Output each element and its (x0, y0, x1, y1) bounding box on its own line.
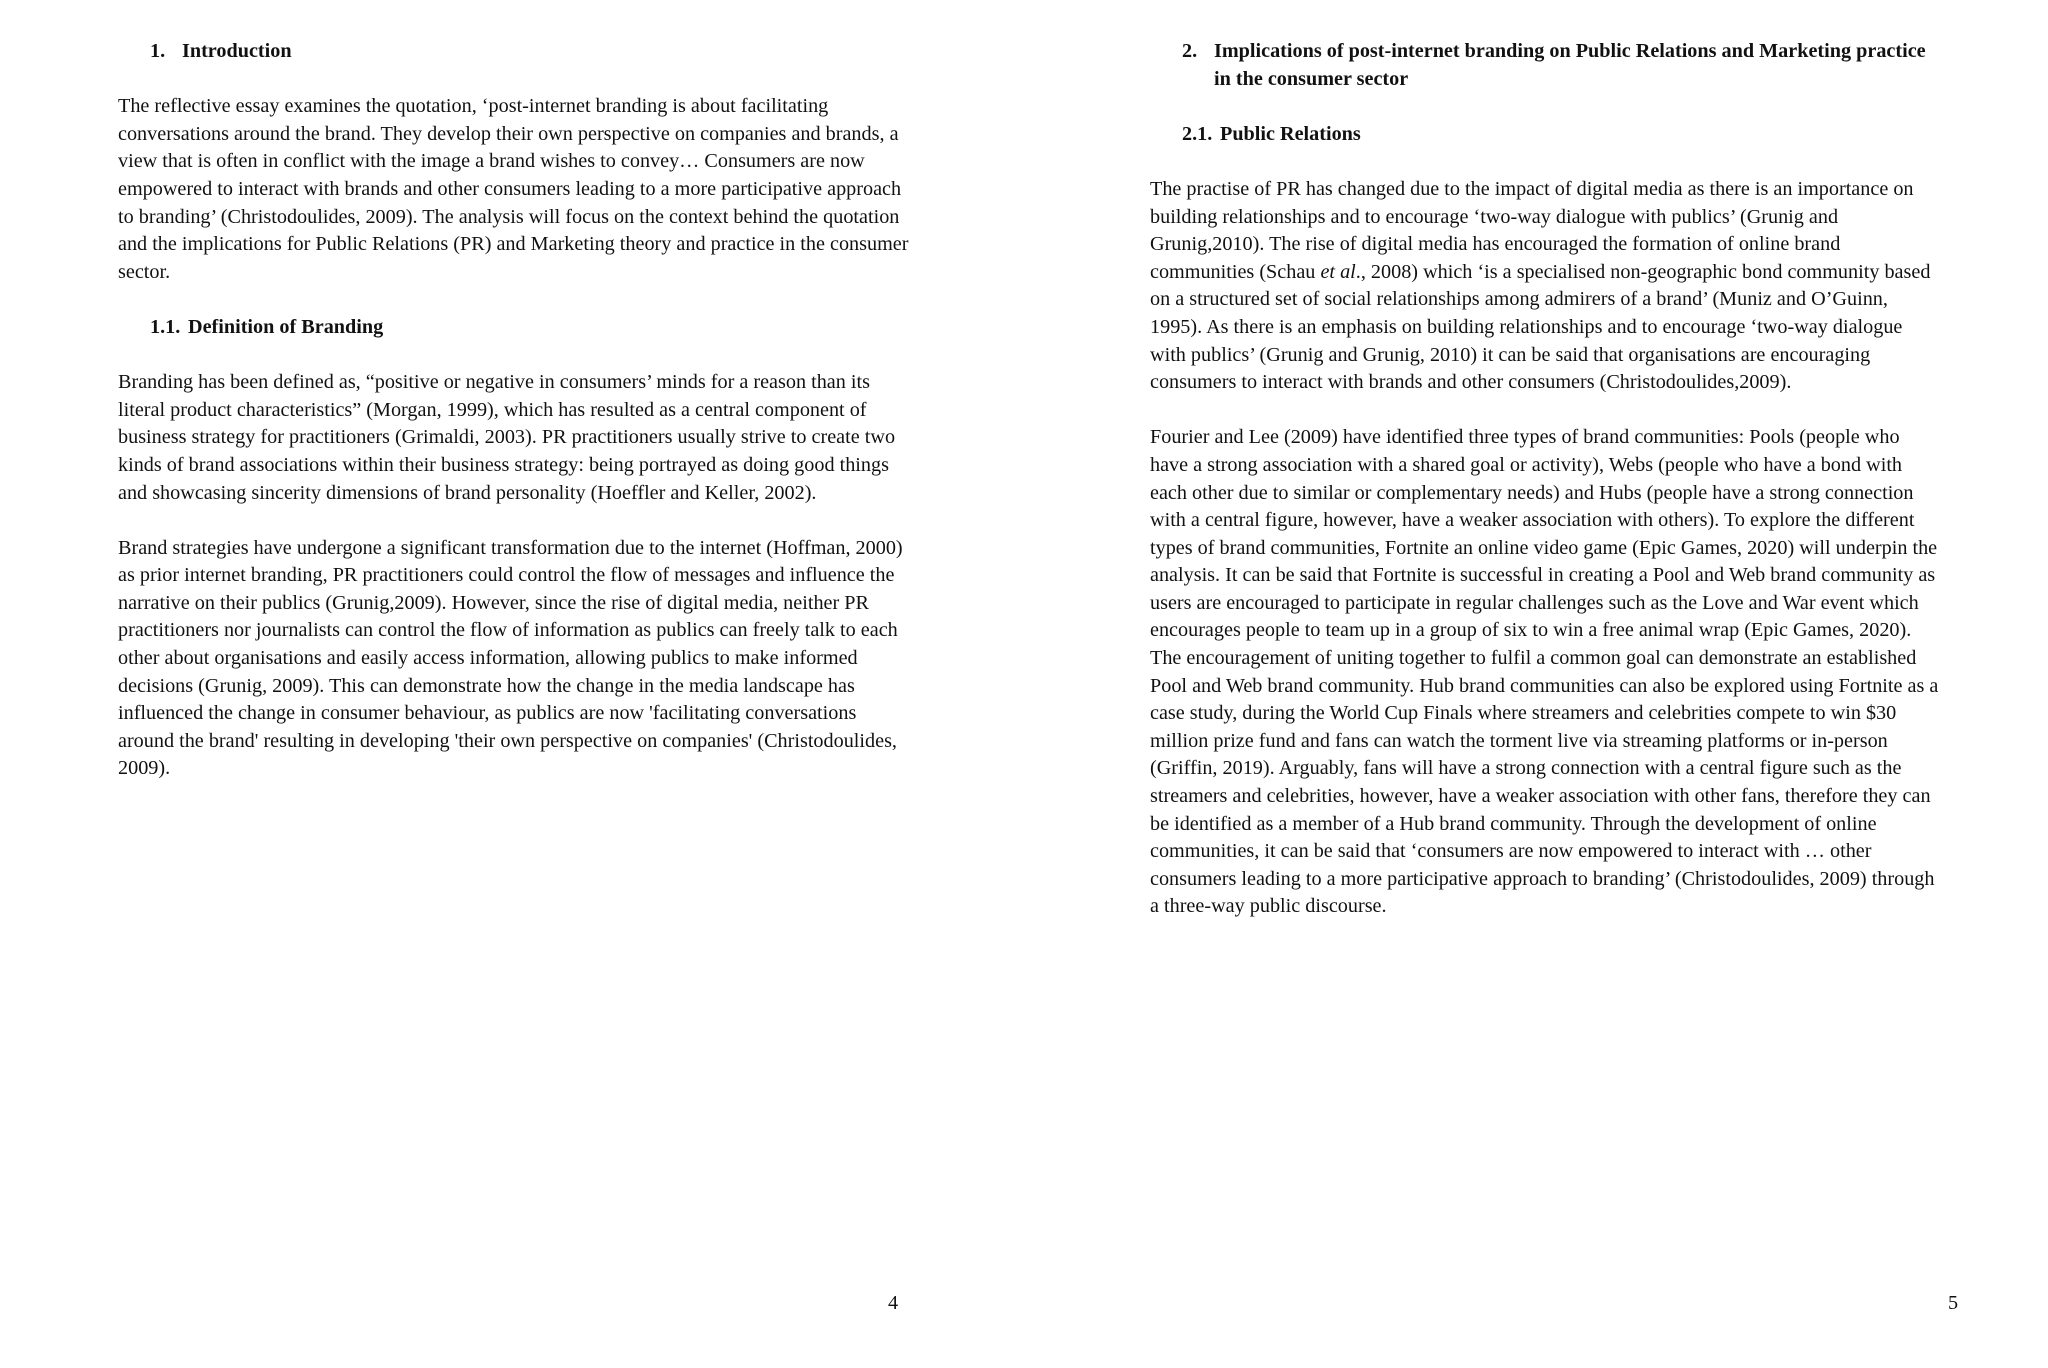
brand-strategies-paragraph: Brand strategies have undergone a significant transformation due to the internet (Hoffman, 2000) as prior internet branding, PR practitioners could control the flow of messages and influence the narrative on their publics (Grunig,2009). However, since the rise of digital media, neither PR practitioners nor journalists can control the flow of information as publics can freely talk to each other about organisations and easily access information, allowing publics to make informed decisions (Grunig, 2009). This can demonstrate how the change in the media landscape has influenced the change in consumer behaviour, as publics are now 'facilitating conversations around the brand' resulting in developing 'their own perspective on companies' (Christodoulides, 2009). (118, 536, 903, 780)
section-1-1-number: 1.1. (150, 315, 181, 338)
section-1-1-title: Definition of Branding (188, 315, 384, 338)
section-2-1-title: Public Relations (1220, 122, 1361, 145)
page-number: 5 (1948, 1292, 1959, 1314)
page-number: 4 (888, 1292, 899, 1314)
section-1-heading (118, 38, 910, 66)
section-2-1-number: 2.1. (1182, 122, 1213, 145)
section-2-title: Implications of post-internet branding on Public Relations and Marketing practice in the consumer sector (1214, 40, 1926, 90)
section-2-heading (1150, 38, 1942, 93)
section-1-title: Introduction (182, 40, 292, 62)
section-1-number: 1. (150, 40, 166, 62)
brand-communities-paragraph: Fourier and Lee (2009) have identified three types of brand communities: Pools (people who have a strong association with a shared goal or activity), Webs (people who have a bond with each other due to similar or complementary needs) and Hubs (people have a strong connection with a central figure, however, have a weaker association with others). To explore the different types of brand communities, Fortnite an online video game (Epic Games, 2020) will underpin the analysis. It can be said that Fortnite is successful in creating a Pool and Web brand community as users are encouraged to participate in regular challenges such as the Love and War event which encourages people to team up in a group of six to win a free animal wrap (Epic Games, 2020). The encouragement of uniting together to fulfil a common goal can demonstrate an established Pool and Web brand community. Hub brand communities can also be explored using Fortnite as a case study, during the World Cup Finals where streamers and celebrities compete to win $30 million prize fund and fans can watch the torment live via streaming platforms or in-person (Griffin, 2019). Arguably, fans will have a strong connection with a central figure such as the streamers and celebrities, however, have a weaker association with other fans, therefore they can be identified as a member of a Hub brand community. Through the development of online communities, it can be said that ‘consumers are now empowered to interact with … other consumers leading to a more participative approach to branding’ (Christodoulides, 2009) through a three-way public discourse. (1150, 426, 1939, 918)
left-page-content (118, 38, 910, 783)
section-2-number: 2. (1182, 40, 1198, 62)
section-1-1-heading (118, 314, 910, 342)
section-2-1-heading (1150, 121, 1942, 149)
et-al-italic: et al (1320, 260, 1356, 283)
pr-practice-paragraph: The practise of PR has changed due to the impact of digital media as there is an importance on building relationships and to encourage ‘two-way dialogue with publics’ (Grunig and Grunig,2010). The rise of digital media has encouraged the formation of online brand communities (Schau et al., 2008) which ‘is a specialised non-geographic bond community based on a structured set of social relationships among admirers of a brand’ (Muniz and O’Guinn, 1995). As there is an emphasis on building relationships and to encourage ‘two-way dialogue with publics’ (Grunig and Grunig, 2010) it can be said that organisations are encouraging consumers to interact with brands and other consumers (Christodoulides,2009). (1150, 177, 1931, 394)
introduction-paragraph: The reflective essay examines the quotation, ‘post-internet branding is about facilitating conversations around the brand. They develop their own perspective on companies and brands, a view that is often in conflict with the image a brand wishes to convey… Consumers are now empowered to interact with brands and other consumers leading to a more participative approach to branding’ (Christodoulides, 2009). The analysis will focus on the context behind the quotation and the implications for Public Relations (PR) and Marketing theory and practice in the consumer sector. (118, 95, 909, 283)
right-page (1024, 0, 2048, 1368)
branding-definition-paragraph: Branding has been defined as, “positive or negative in consumers’ minds for a reason than its literal product characteristics” (Morgan, 1999), which has resulted as a central component of business strategy for practitioners (Grimaldi, 2003). PR practitioners usually strive to create two kinds of brand associations within their business strategy: being portrayed as doing good things and showcasing sincerity dimensions of brand personality (Hoeffler and Keller, 2002). (118, 371, 896, 504)
right-page-content (1150, 38, 1942, 921)
